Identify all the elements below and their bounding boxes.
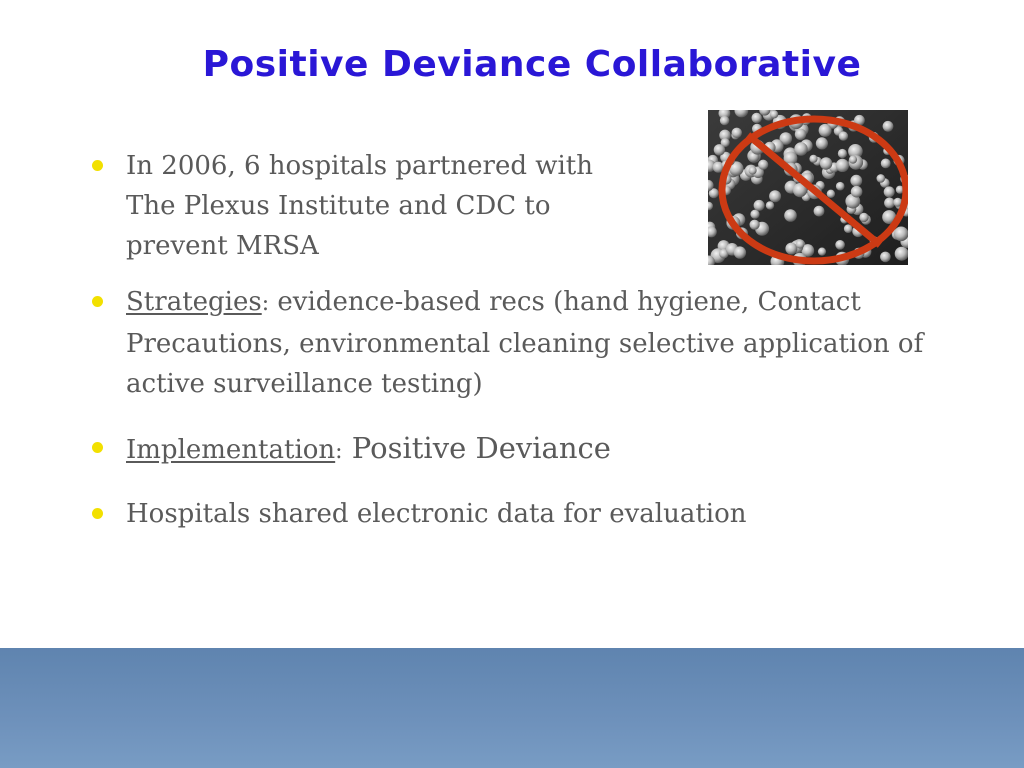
bullet-icon: [92, 508, 103, 519]
bacterium: [850, 175, 862, 187]
bacterium: [796, 240, 805, 249]
bacterium: [884, 198, 895, 209]
bacterium: [880, 252, 891, 263]
bullet-icon: [92, 442, 103, 453]
bullet-item-implementation: [88, 428, 968, 472]
bullet-separator: :: [261, 291, 270, 316]
bacterium: [877, 174, 886, 183]
bacterium: [752, 113, 762, 123]
bullet-term: Implementation: [126, 435, 336, 465]
bacterium: [784, 209, 797, 222]
bacterium: [814, 206, 825, 217]
bacterium: [749, 166, 757, 174]
no-mrsa-bacteria-icon: [708, 110, 908, 265]
bacterium: [836, 159, 849, 172]
bacterium: [838, 149, 847, 158]
bacterium: [758, 160, 768, 170]
bacterium: [795, 129, 806, 140]
bacterium: [827, 190, 835, 198]
bullet-text: Positive Deviance: [342, 431, 611, 465]
bacterium: [835, 240, 845, 250]
bacterium: [816, 137, 828, 149]
bacterium: [844, 224, 853, 233]
bacterium: [720, 116, 729, 125]
bacterium: [732, 128, 742, 138]
bacterium: [769, 190, 781, 202]
bullet-icon: [92, 296, 103, 307]
bacterium: [859, 213, 868, 222]
bacterium: [849, 156, 857, 164]
bullet-item-data-sharing: [88, 494, 968, 534]
bullet-icon: [92, 160, 103, 171]
bacterium: [820, 157, 832, 169]
bacterium: [883, 121, 894, 132]
bullet-item-partnership: [88, 146, 596, 266]
bullet-text: In 2006, 6 hospitals partnered with The Plexus Institute and CDC to prevent MRSA: [126, 151, 593, 261]
bullet-term: Strategies: [126, 287, 262, 317]
bacterium: [894, 227, 908, 242]
slide-title: Positive Deviance Collaborative: [202, 44, 862, 85]
bacterium: [750, 210, 759, 219]
bacterium: [754, 200, 765, 211]
bacterium: [750, 220, 760, 230]
bacterium: [734, 246, 746, 258]
footer-band: [0, 648, 1024, 768]
bacterium: [839, 131, 848, 140]
bacterium: [809, 155, 817, 163]
bacterium: [770, 110, 778, 118]
bacterium: [794, 142, 807, 155]
bacterium: [836, 182, 845, 191]
bullet-item-strategies: [88, 282, 968, 404]
bacterium: [884, 186, 895, 197]
bacterium: [851, 186, 863, 198]
bacterium: [881, 159, 891, 169]
bullet-text: evidence-based recs (hand hygiene, Contact Precautions, environmental cleaning selective application of active surveillance testing): [126, 287, 924, 399]
bacterium: [818, 248, 826, 256]
bacterium: [819, 124, 832, 137]
mrsa-micrograph: [708, 110, 908, 265]
bacterium: [766, 201, 774, 209]
bacterium: [785, 243, 797, 255]
bullet-separator: :: [335, 439, 343, 464]
bacterium: [714, 144, 725, 155]
bullet-text: Hospitals shared electronic data for evaluation: [126, 499, 747, 529]
